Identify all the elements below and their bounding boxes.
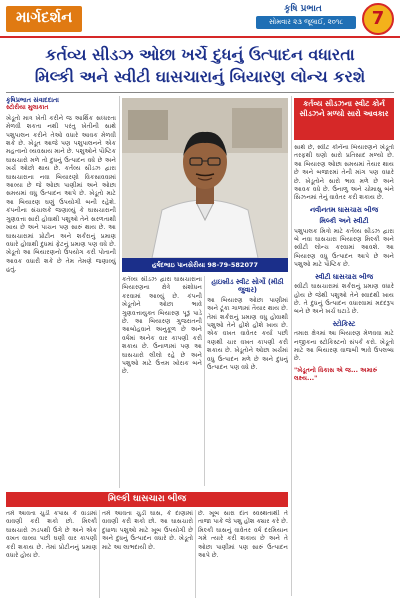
column-divider (291, 96, 292, 596)
bottom-column-a (6, 510, 97, 598)
main-headline (0, 44, 400, 88)
right-subhead-4: સ્ટોકિસ્ટ (332, 319, 356, 328)
bottom-a-text: તમે આવતા ચુડી કપાસ કે વાડામાં વાવણી કરી શકો છો. મિલ્કી ઘાસચારો ઝડપથી ઉગે છે અને એક વખત વાવ્યા પછી ઘણી વાર કાપણી કરી શકાય છે. તેમાં પ્રોટીનનું પ્રમાણ વધારે હોય છે. (6, 510, 97, 560)
right-subhead-3: સ્વીટી ઘાસચારા બીજ (315, 272, 373, 281)
photo-caption: હર્ષદભાઇ પાનસેરીયા 98-79-582077 (122, 258, 288, 272)
middle-a-text: કર્તવ્ય સીડઝ દ્વારા ઘાસચારાના બિયારણના ક્ષેત્રે સંશોધન કરવામાં આવ્યું છે. કંપની ખેડૂતોને ઓછા ભાવે ગુણવત્તાયુક્ત બિયારણ પૂરૂં પાડે છે. આ બિયારણ ગુજરાતની આબોહવાને અનુકૂળ છે અને વર્ષમાં અનેક વાર કાપણી કરી શકાય છે. ઉનાળામાં પણ આ ઘાસચારો લીલો રહે છે અને પશુઓ માટે ઉત્તમ ખોરાક બને છે. (122, 276, 202, 376)
column-divider (195, 510, 196, 598)
middle-column-b (207, 276, 288, 486)
portrait-illustration (122, 98, 288, 258)
headline-divider (6, 92, 394, 93)
middle-subhead: હાઇબ્રીડ સ્વીટ સોર્ગો (મીઠી જુવાર) (211, 278, 284, 295)
middle-column-a (122, 276, 202, 486)
masthead (0, 0, 400, 38)
right-article-column (294, 144, 394, 600)
right-subhead-2: મિલ્કી અને સ્વીટી (319, 217, 369, 226)
column-divider (204, 276, 205, 486)
right-body-2: પશુપાલક મિત્રો માટે કર્તવ્ય સીડઝ દ્વારા બે નવા ઘાસચારા બિયારણ મિલ્કી અને સ્વીટી લોન્ચ કરવામાં આવશે. આ બિયારણ વધુ ઉત્પાદન આપે છે અને પશુઓ માટે પૌષ્ટિક છે. (294, 227, 394, 269)
bottom-column-b (102, 510, 193, 598)
sweet-corn-callout: કર્તવ્ય સીડઝના સ્વીટ કોર્ન સીડઝને મળ્યો સારો આવકાર (294, 98, 394, 140)
byline: કૃષિપ્રભાત સંવાદદાતા (6, 96, 59, 104)
bottom-column-c (198, 510, 288, 598)
left-body-text: ખેડૂતો માત્ર ખેતી કરીને જ આર્થિક સધ્ધરતા મેળવી શકતા નથી પરંતુ ખેતીની સાથે પશુપાલન કરીને તેઓ વધારે આવક મેળવી શકે છે. ખેડૂત આજે પણ પશુપાલનને એક મહત્વનો વ્યવસાય માને છે. પશુઓને પૌષ્ટિક ઘાસચારો મળે તો દુધનું ઉત્પાદન વધે છે અને ખર્ચ ઓછો થાય છે. કર્તવ્ય સીડઝ દ્વારા ઘાસચારાના નવા બિયારણો વિકસાવવામાં આવ્યા છે જે ઓછા પાણીમાં અને ઓછા સમયમાં વધુ ઉત્પાદન આપે છે. ખેડૂતો માટે આ બિયારણ ઘણું ઉપયોગી બની રહેશે. કંપનીના સંચાલકે જણાવ્યું કે ઘાસચારાની ગુણવત્તા સારી હોવાથી પશુઓ તેને સરળતાથી ખાય છે અને પાચન પણ સારું થાય છે. આ ઘાસચારામાં પ્રોટીન અને શર્કરાનું પ્રમાણ વધારે હોવાથી દુધમાં ફેટનું પ્રમાણ પણ વધે છે. ખેડૂતો આ બિયારણનો ઉપયોગ કરી પોતાની આવક વધારી શકે છે તેમ તેમણે જણાવ્યું હતું. (6, 114, 116, 274)
closing-quote: "ખેડૂતનો વિકાસ એ જ... અમારું લક્ષ્ય..." (294, 366, 378, 383)
right-body-1: સાથે છે, સ્વીટ કોર્નના બિયારણને ખેડૂતો તરફથી ઘણો સારો પ્રતિસાદ મળ્યો છે. આ બિયારણ ઓછા સમયમાં તૈયાર થાય છે અને બજારમાં તેની માંગ પણ વધારે છે. ખેડૂતોને સારો ભાવ મળે છે અને આવક વધે છે. ઉનાળુ અને ચોમાસુ બંને સિઝનમાં તેનું વાવેતર કરી શકાય છે. (294, 144, 394, 202)
column-divider (119, 96, 120, 488)
middle-b-text: આ બિયારણ ઓછા પાણીમાં અને ટૂંકા ગાળામાં તૈયાર થાય છે. તેમાં શર્કરાનું પ્રમાણ વધુ હોવાથી પશુઓ તેને હોંશે હોંશે ખાય છે. એક વખત વાવેતર કર્યા પછી ત્રણથી ચાર વખત કાપણી કરી શકાય છે. ખેડૂતોને ઓછા ખર્ચમાં વધુ ઉત્પાદન મળે છે અને દુધનું ઉત્પાદન પણ વધે છે. (207, 296, 288, 372)
issue-date: સોમવાર ૨૩ જૂલાઈ, ૨૦૧૮ (256, 16, 356, 29)
portrait-photo (122, 98, 288, 258)
left-article-column (6, 96, 116, 488)
headline-line-1: કર્તવ્ય સીડઝ ઓછા ખર્ચે દુધનું ઉત્પાદન વધારતા (45, 45, 355, 64)
page-number-badge: 7 (362, 3, 394, 35)
section-logo: માર્ગદર્શન (6, 6, 82, 32)
bottom-c-text: છે. ખૂબ સારા દાંત સ્વસ્થતાથી તે તાજા પાકે જે પશુ હોંશ ક્યાર કરે છે. મિલ્કી ઘાસનું વાવેતર વર્ષ દરમિયાન ગમે ત્યારે કરી શકાય છે અને તે ઓછા પાણીમાં પણ સારું ઉત્પાદન આપે છે. (198, 510, 288, 560)
dateline: સ્ટોરીયા મુલાકાત (6, 104, 49, 112)
right-body-4: તમારા ક્ષેત્રમાં આ બિયારણ મેળવવા માટે નજીકના સ્ટોકિસ્ટનો સંપર્ક કરો. ખેડૂતો માટે આ બિયારણ વાજબી ભાવે ઉપલબ્ધ છે. (294, 330, 394, 363)
bottom-b-text: તમે આવતા ચુડી ઘાસ, કે દાણામાં વાવણી કરી શકો છો. આ ઘાસચારો દુધાળા પશુઓ માટે ખૂબ ઉપયોગી છે અને દુધનું ઉત્પાદન વધારે છે. ખેડૂતો માટે આ લાભદાયી છે. (102, 510, 193, 551)
right-subhead-1: નવીનતમ ઘાસચારા બીજ (309, 205, 379, 214)
bottom-section-title: મિલ્કી ઘાસચારા બીજ (6, 492, 288, 507)
publication-name: કૃષિ પ્રભાત (284, 4, 322, 14)
right-body-3: સ્વીટી ઘાસચારામાં શર્કરાનું પ્રમાણ વધારે હોય છે જેથી પશુઓ તેને સ્વાદથી ખાય છે. તે દુધનું ઉત્પાદન વધારવામાં મદદરૂપ બને છે અને ખર્ચ ઘટાડે છે. (294, 283, 394, 316)
column-divider (99, 510, 100, 598)
headline-line-2: મિલ્કી અને સ્વીટી ઘાસચારાનું બિયારણ લોન્ચ કરશે (34, 67, 366, 86)
